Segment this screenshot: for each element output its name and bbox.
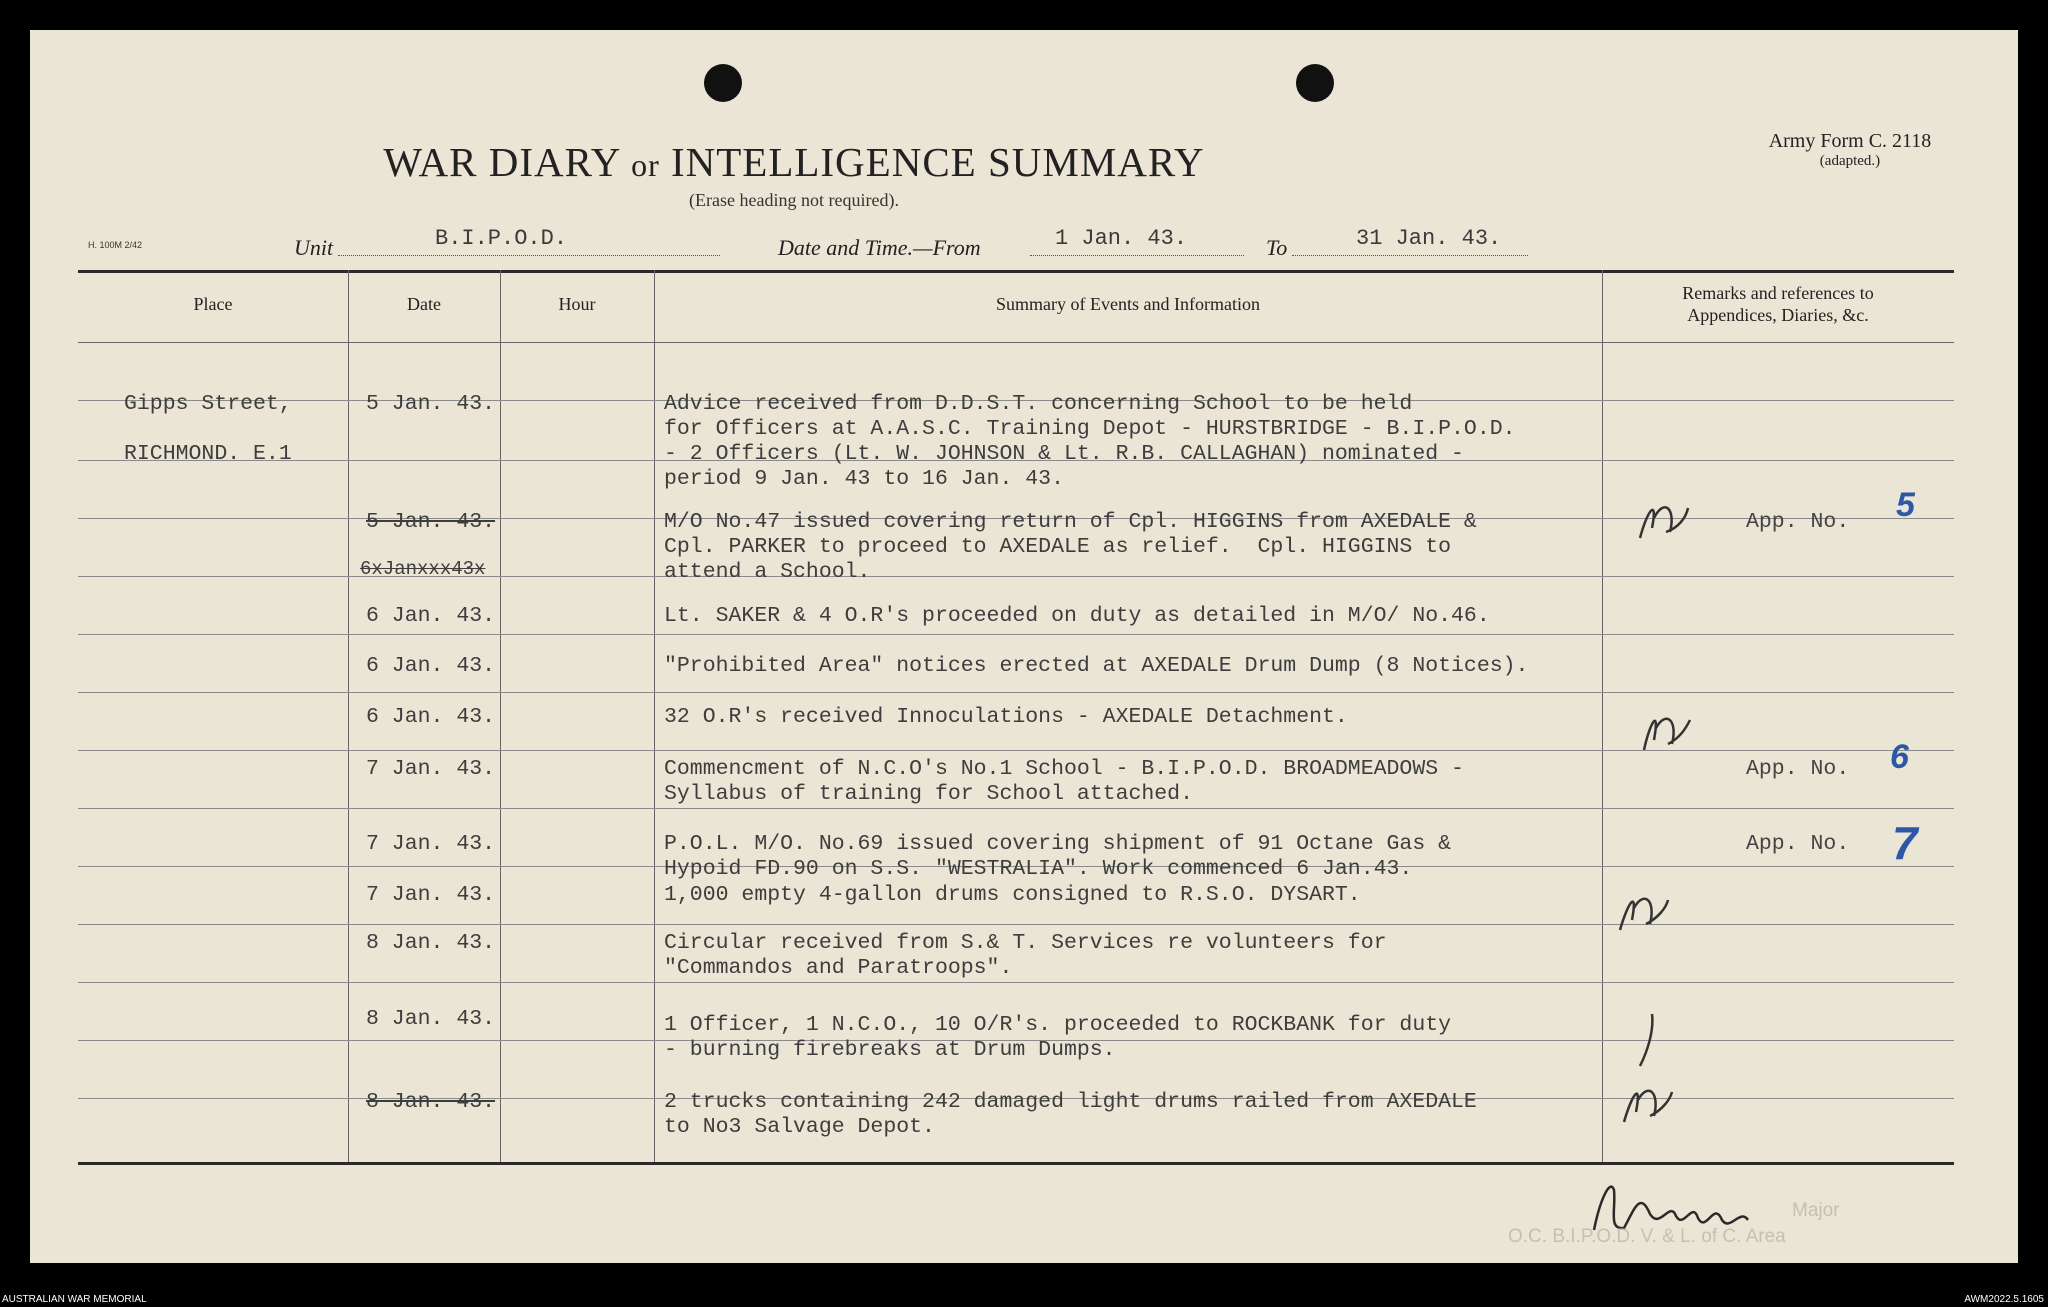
entry-summary: P.O.L. M/O. No.69 issued covering shipment of 91 Octane Gas & Hypoid FD.90 on S.S. "WESTRALIA". Work commenced 6 Jan.43. bbox=[664, 832, 1452, 881]
date-label: Date and Time.—From bbox=[778, 235, 981, 260]
credit-left: AUSTRALIAN WAR MEMORIAL bbox=[2, 1294, 147, 1305]
entry-summary: 1,000 empty 4-gallon drums consigned to R.S.O. DYSART. bbox=[664, 883, 1361, 907]
unit-underline bbox=[338, 255, 720, 256]
initials-mark bbox=[1630, 698, 1700, 758]
entry-summary: 2 trucks containing 242 damaged light drums railed from AXEDALE to No3 Salvage Depot. bbox=[664, 1090, 1477, 1139]
entry-date: 6 Jan. 43. bbox=[366, 604, 496, 628]
form-number: Army Form C. 2118 (adapted.) bbox=[1768, 130, 1932, 169]
column-header-place: Place bbox=[193, 294, 233, 314]
initials-mark bbox=[1630, 488, 1700, 548]
document-sheet bbox=[30, 30, 2018, 1263]
punch-hole-right bbox=[1296, 64, 1334, 102]
entry-date: 7 Jan. 43. bbox=[366, 883, 496, 907]
entry-summary: Advice received from D.D.S.T. concerning School to be held for Officers at A.A.S.C. Training Depot - HURSTBRIDGE - B.I.P.O.D. - 2 Officers (Lt. W. JOHNSON & Lt. R.B. CALLAGHAN) nominated - period 9 Jan. 43 to 16 Jan. 43. bbox=[664, 392, 1516, 491]
entry-date: 8 Jan. 43. bbox=[366, 931, 496, 955]
entry-date: 6 Jan. 43. bbox=[366, 705, 496, 729]
column-header-summary: Summary of Events and Information bbox=[996, 294, 1260, 314]
signature-appointment: O.C. B.I.P.O.D. V. & L. of C. Area bbox=[1508, 1226, 1786, 1247]
table-header-rule bbox=[78, 342, 1954, 343]
credit-right: AWM2022.5.1605 bbox=[1964, 1294, 2044, 1305]
entry-summary: 32 O.R's received Innoculations - AXEDALE Detachment. bbox=[664, 705, 1348, 729]
appendix-number: 5 bbox=[1896, 486, 1915, 524]
entry-date: 7 Jan. 43. bbox=[366, 832, 496, 856]
entry-date: 5 Jan. 43. bbox=[366, 510, 496, 534]
entry-remark: App. No. bbox=[1746, 832, 1850, 856]
ruled-line bbox=[78, 634, 1954, 635]
appendix-number: 6 bbox=[1890, 738, 1909, 776]
to-underline bbox=[1292, 255, 1528, 256]
form-subtitle: (Erase heading not required). bbox=[689, 190, 899, 210]
entry-remark: App. No. bbox=[1746, 510, 1850, 534]
entry-date: 7 Jan. 43. bbox=[366, 757, 496, 781]
col-divider-place bbox=[348, 270, 349, 1162]
ruled-line bbox=[78, 808, 1954, 809]
col-divider-hour bbox=[654, 270, 655, 1162]
to-value: 31 Jan. 43. bbox=[1356, 226, 1502, 251]
form-title: WAR DIARY or INTELLIGENCE SUMMARY bbox=[383, 139, 1205, 185]
entry-date: 8 Jan. 43. bbox=[366, 1007, 496, 1031]
entry-date: 8 Jan. 43. bbox=[366, 1090, 496, 1114]
initials-mark bbox=[1614, 1070, 1684, 1130]
from-underline bbox=[1030, 255, 1244, 256]
from-value: 1 Jan. 43. bbox=[1055, 226, 1188, 251]
initials-mark bbox=[1610, 878, 1680, 938]
entry-remark: App. No. bbox=[1746, 757, 1850, 781]
punch-hole-left bbox=[704, 64, 742, 102]
column-header-hour: Hour bbox=[558, 294, 596, 314]
appendix-number: 7 bbox=[1892, 817, 1918, 869]
entry-summary: Circular received from S.& T. Services re volunteers for "Commandos and Paratroops". bbox=[664, 931, 1387, 980]
entry-summary: "Prohibited Area" notices erected at AXEDALE Drum Dump (8 Notices). bbox=[664, 654, 1529, 678]
entry-summary: Commencment of N.C.O's No.1 School - B.I.P.O.D. BROADMEADOWS - Syllabus of training for School attached. bbox=[664, 757, 1464, 806]
struck-date: 6xJanxxx43x bbox=[360, 558, 486, 580]
initials-mark bbox=[1630, 1010, 1670, 1070]
table-top-rule bbox=[78, 270, 1954, 273]
column-header-date: Date bbox=[407, 294, 441, 314]
ruled-line bbox=[78, 982, 1954, 983]
entry-summary: Lt. SAKER & 4 O.R's proceeded on duty as detailed in M/O/ No.46. bbox=[664, 604, 1490, 628]
column-header-remarks: Remarks and references to Appendices, Diaries, &c. bbox=[1682, 283, 1874, 325]
entry-date: 6 Jan. 43. bbox=[366, 654, 496, 678]
place-line-2: RICHMOND. E.1 bbox=[124, 442, 292, 466]
table-bottom-rule bbox=[78, 1162, 1954, 1165]
form-code: H. 100M 2/42 bbox=[88, 240, 143, 250]
place-line-1: Gipps Street, bbox=[124, 392, 292, 416]
col-divider-date bbox=[500, 270, 501, 1162]
unit-label: Unit bbox=[294, 235, 334, 260]
unit-value: B.I.P.O.D. bbox=[435, 226, 568, 251]
col-divider-summary bbox=[1602, 270, 1603, 1162]
to-label: To bbox=[1266, 235, 1288, 260]
entry-summary: 1 Officer, 1 N.C.O., 10 O/R's. proceeded to ROCKBANK for duty - burning firebreaks at Drum Dumps. bbox=[664, 1013, 1452, 1062]
entry-date: 5 Jan. 43. bbox=[366, 392, 496, 416]
entry-summary: M/O No.47 issued covering return of Cpl. HIGGINS from AXEDALE & Cpl. PARKER to proceed to AXEDALE as relief. Cpl. HIGGINS to attend a School. bbox=[664, 510, 1477, 584]
signature-rank: Major bbox=[1792, 1200, 1840, 1221]
ruled-line bbox=[78, 692, 1954, 693]
